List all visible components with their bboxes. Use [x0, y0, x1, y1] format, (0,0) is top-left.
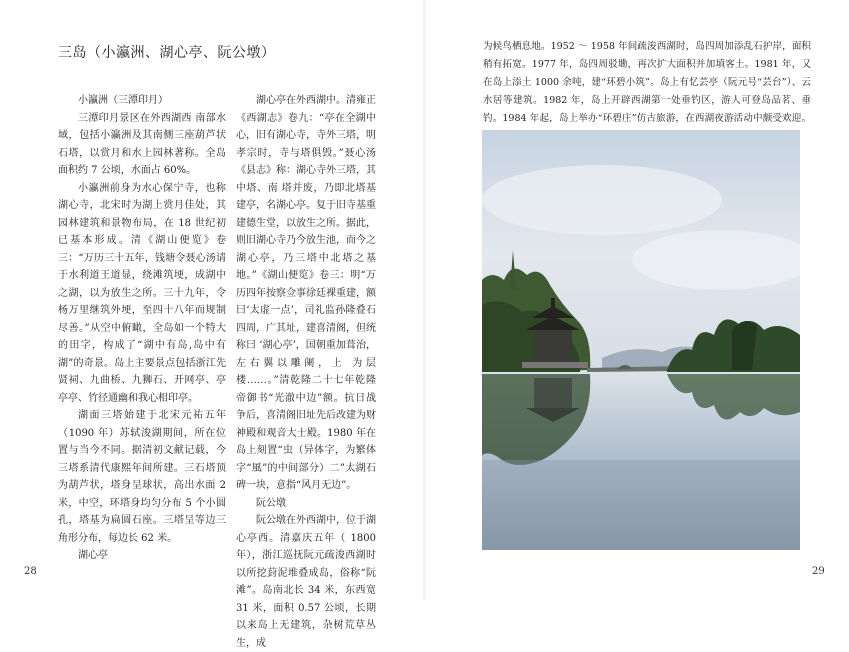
paragraph: 湖面三塔始建于北宋元祐五年（1090 年）苏轼浚湖期间，所在位置与当今不同。据清初文献记载，今三塔系清代康熙年间所建。三石塔顶为葫芦状，塔身呈球状，高出水面 2 米，中空，环塔身均匀分布 5 个小圆孔，塔基为扁圆石座。三塔呈等边三角形分布，每边长 62 米。	[58, 410, 226, 544]
paragraph: 为候鸟栖息地。1952 ～ 1958 年间疏浚西湖时，岛四周加添乱石护岸，面积稍有拓宽。1977 年，岛四周驳墈，再次扩大面积并加填客土。1981 年，又在岛上添土 1000 余吨，建“环碧小筑”。岛上有忆芸亭（阮元号“芸台”）、云水居等建筑。1982 年，岛上开辟西湖第一处垂钓区，游人可登岛品茗、垂钓。1984 年起，岛上举办“环碧庄”仿古旅游，在西湖夜游活动中颇受欢迎。	[483, 41, 811, 124]
subheading-ruangongdun: 阮公墩	[256, 497, 286, 509]
page-number-left: 28	[24, 566, 37, 577]
page-number-right: 29	[812, 566, 825, 577]
text-column-1	[58, 92, 226, 565]
text-column-2	[236, 92, 376, 652]
paragraph: 湖心亭在外西湖中。清雍正《西湖志》卷九：“亭在全湖中心，旧有湖心寺，寺外三塔，明孝宗时，寺与塔俱毁。”聂心汤《县志》称：湖心寺外三塔，其中塔、南 塔并废，乃即北塔基建亭，名湖心亭。复于旧寺基重建德生堂，以放生之所。据此，则旧湖心寺乃今放生池，而今之湖心亭，乃三塔中北塔之基地。”《湖山便览》卷三：明“万历四年按察佥事徐廷裸重建，额曰‘太虚一点’，司礼监孙隆叠石四周，广其址，建喜清阁，但统称曰 ‘湖心亭’，国朝重加葺治，左右翼以雕阑，上 为层楼……。”清乾隆二十七年乾隆帝御书“光澈中边”额。抗日战争后，喜清阁旧址先后改建为财神殿和观音大士殿。1980 年在岛上刻置“虫（异体字，为繁体字“風”的中间部分）二”太湖石碑一块，意指“风月无边”。	[236, 95, 376, 491]
subheading-xiaoyingzhou: 小瀛洲（三潭印月）	[78, 95, 168, 106]
paragraph: 阮公墩在外西湖中，位于湖心亭西。清嘉庆五年（ 1800 年），浙江巡抚阮元疏浚西湖时以所挖葑泥堆叠成岛，俗称“阮滩”。岛南北长 34 米，东西宽 31 米，面积 0.57 公顷，长期以来岛上无建筑，杂树荒草丛生，成	[236, 515, 376, 649]
section-title: 三岛（小瀛洲、湖心亭、阮公墩）	[58, 45, 276, 61]
paragraph: 三潭印月景区在外西湖西 南部水域，包括小瀛洲及其南侧三座葫芦状石塔，以赏月和水上园林著称。全岛面积约 7 公顷，水面占 60%。	[58, 112, 226, 176]
subheading-huxinting: 湖心亭	[78, 550, 108, 561]
left-page	[0, 0, 424, 649]
lake-pavilion-photo	[482, 130, 800, 550]
paragraph: 小瀛洲前身为水心保宁寺，也称湖心寺，北宋时为湖上赏月佳处，其园林建筑和景物布局，在 18 世纪初已基本形成。清《湖山便览》卷三：“万历三十五年，钱塘令聂心汤请于水利道王道显，绕滩筑埂，成湖中之湖，以为放生之所。三十九年，令杨万里继筑外埂，至四十八年而规制尽善。”从空中俯瞰，全岛如一个特大的田字，构成了“湖中有岛,岛中有湖”的奇景。岛上主要景点包括浙江先贤祠、九曲桥、九狮石、开网亭、亭亭亭、竹径通幽和我心相印亭。	[58, 182, 226, 404]
